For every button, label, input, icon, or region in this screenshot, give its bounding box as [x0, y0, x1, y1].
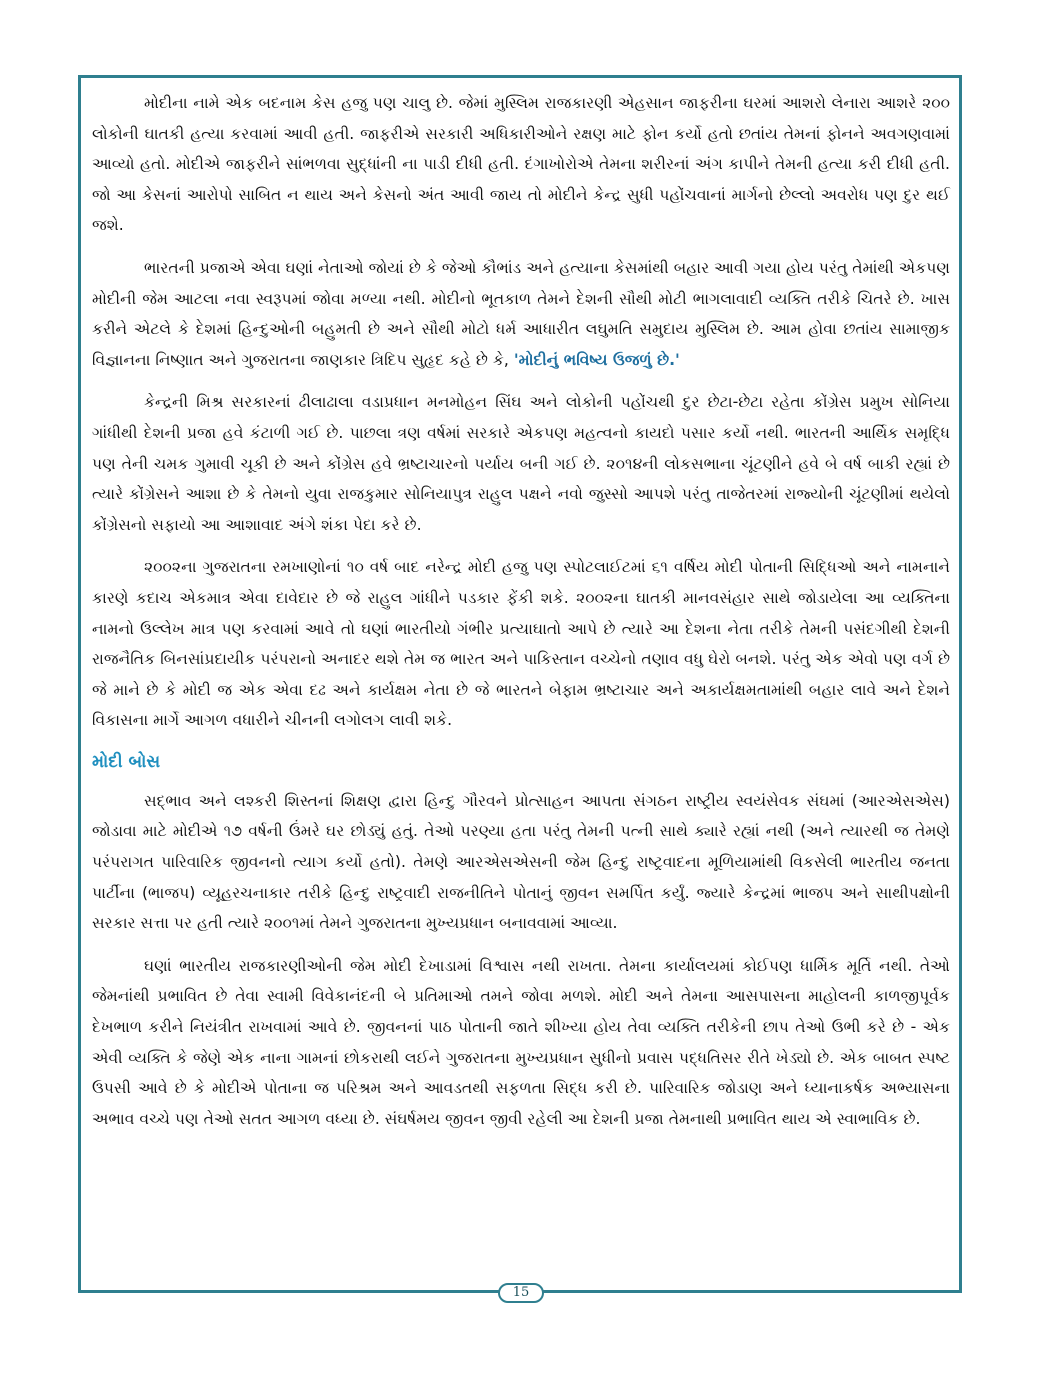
paragraph-2-text: ભારતની પ્રજાએ એવા ઘણાં નેતાઓ જોયાં છે કે જેઓ કૌભાંડ અને હત્યાના કેસમાંથી બહાર આવી ગયા હોય પરંતુ તેમાંથી એકપણ મોદીની જેમ આટલા નવા સ્વરૂપમાં જોવા મળ્યા નથી. મોદીનો ભૂતકાળ તેમને દેશની સૌથી મોટી ભાગલાવાદી વ્યક્તિ તરીકે ચિતરે છે. ખાસ કરીને એટલે કે દેશમાં હિન્દુઓની બહુમતી છે અને સૌથી મોટો ધર્મ આધારીત લઘુમતિ સમુદાય મુસ્લિમ છે. આમ હોવા છતાંય સામાજીક વિજ્ઞાનના નિષ્ણાત અને ગુજરાતના જાણકાર ત્રિદિપ સુહૃદ કહે છે કે, [92, 258, 950, 369]
paragraph-4: ૨૦૦૨ના ગુજરાતના રમખાણોનાં ૧૦ વર્ષ બાદ નરેન્દ્ર મોદી હજુ પણ સ્પોટલાઈટમાં ૬૧ વર્ષિય મોદી પોતાની સિદ્ધિઓ અને નામનાને કારણે કદાચ એકમાત્ર એવા દાવેદાર છે જે રાહુલ ગાંધીને પડકાર ફેંકી શકે. ૨૦૦૨ના ઘાતકી માનવસંહાર સાથે જોડાયેલા આ વ્યક્તિના નામનો ઉલ્લેખ માત્ર પણ કરવામાં આવે તો ઘણાં ભારતીયો ગંભીર પ્રત્યાઘાતો આપે છે ત્યારે આ દેશના નેતા તરીકે તેમની પસંદગીથી દેશની રાજનૈતિક બિનસાંપ્રદાયીક પરંપરાનો અનાદર થશે તેમ જ ભારત અને પાકિસ્તાન વચ્ચેનો તણાવ વધુ ઘેરો બનશે. પરંતુ એક એવો પણ વર્ગ છે જે માને છે કે મોદી જ એક એવા દઢ અને કાર્યક્ષમ નેતા છે જે ભારતને બેફામ ભ્રષ્ટાચાર અને અકાર્યક્ષમતામાંથી બહાર લાવે અને દેશને વિકાસના માર્ગે આગળ વધારીને ચીનની લગોલગ લાવી શકે. [92, 558, 950, 730]
paragraph-3: કેન્દ્રની મિશ્ર સરકારનાં ઢીલાઢાલા વડાપ્રધાન મનમોહન સિંઘ અને લોકોની પહોંચથી દુર છેટા-છેટા રહેતા કોંગ્રેસ પ્રમુખ સોનિયા ગાંધીથી દેશની પ્રજા હવે કંટાળી ગઈ છે. પાછલા ત્રણ વર્ષમાં સરકારે એકપણ મહત્વનો કાયદો પસાર કર્યો નથી. ભારતની આર્થિક સમૃદ્ધિ પણ તેની ચમક ગુમાવી ચૂકી છે અને કોંગ્રેસ હવે ભ્રષ્ટાચારનો પર્યાય બની ગઈ છે. ૨૦૧૪ની લોકસભાના ચૂંટણીને હવે બે વર્ષ બાકી રહ્યાં છે ત્યારે કોંગ્રેસને આશા છે કે તેમનો યુવા રાજકુમાર સોનિયાપુત્ર રાહુલ પક્ષને નવો જુસ્સો આપશે પરંતુ તાજેતરમાં રાજ્યોની ચૂંટણીમાં થયેલો કોંગ્રેસનો સફાયો આ આશાવાદ અંગે શંકા પેદા કરે છે. [92, 393, 950, 534]
page-number: 15 [498, 1283, 544, 1303]
paragraph-2 [92, 253, 950, 375]
section-heading: મોદી બોસ [92, 751, 161, 772]
quote-highlight: 'મોદીનું ભવિષ્ય ઉજળું છે.' [513, 350, 680, 369]
paragraph-6: ઘણાં ભારતીય રાજકારણીઓની જેમ મોદી દેખાડામાં વિશ્વાસ નથી રાખતા. તેમના કાર્યાલયમાં કોઈપણ ધાર્મિક મૂર્તિ નથી. તેઓ જેમનાંથી પ્રભાવિત છે તેવા સ્વામી વિવેકાનંદની બે પ્રતિમાઓ તમને જોવા મળશે. મોદી અને તેમના આસપાસના માહોલની કાળજીપૂર્વક દેખભાળ કરીને નિયંત્રીત રાખવામાં આવે છે. જીવનનાં પાઠ પોતાની જાતે શીખ્યા હોય તેવા વ્યક્તિ તરીકેની છાપ તેઓ ઉભી કરે છે - એક એવી વ્યક્તિ કે જેણે એક નાના ગામનાં છોકરાથી લઈને ગુજરાતના મુખ્યપ્રધાન સુધીનો પ્રવાસ પદ્ધતિસર રીતે ખેડ્યો છે. એક બાબત સ્પષ્ટ ઉપસી આવે છે કે મોદીએ પોતાના જ પરિશ્રમ અને આવડતથી સફળતા સિદ્ધ કરી છે. પારિવારિક જોડાણ અને ધ્યાનાકર્ષક અભ્યાસના અભાવ વચ્ચે પણ તેઓ સતત આગળ વધ્યા છે. સંઘર્ષમય જીવન જીવી રહેલી આ દેશની પ્રજા તેમનાથી પ્રભાવિત થાય એ સ્વાભાવિક છે. [92, 956, 950, 1128]
paragraph-5: સદ્ભાવ અને લશ્કરી શિસ્તનાં શિક્ષણ દ્વારા હિન્દુ ગૌરવને પ્રોત્સાહન આપતા સંગઠન રાષ્ટ્રીય સ્વયંસેવક સંઘમાં (આરએસએસ) જોડાવા માટે મોદીએ ૧૭ વર્ષની ઉંમરે ઘર છોડ્યું હતું. તેઓ પરણ્યા હતા પરંતુ તેમની પત્ની સાથે ક્યારે રહ્યાં નથી (અને ત્યારથી જ તેમણે પરંપરાગત પારિવારિક જીવનનો ત્યાગ કર્યો હતો). તેમણે આરએસએસની જેમ હિન્દુ રાષ્ટ્રવાદના મૂળિયામાંથી વિકસેલી ભારતીય જનતા પાર્ટીના (ભાજપ) વ્યૂહરચનાકાર તરીકે હિન્દુ રાષ્ટ્રવાદી રાજનીતિને પોતાનું જીવન સમર્પિત કર્યું. જ્યારે કેન્દ્રમાં ભાજપ અને સાથીપક્ષોની સરકાર સત્તા પર હતી ત્યારે ૨૦૦૧માં તેમને ગુજરાતના મુખ્યપ્રધાન બનાવવામાં આવ્યા. [92, 791, 950, 933]
page-content [92, 88, 950, 1146]
paragraph-1: મોદીના નામે એક બદનામ કેસ હજુ પણ ચાલુ છે. જેમાં મુસ્લિમ રાજકારણી એહસાન જાફરીના ઘરમાં આશરો લેનારા આશરે ૨૦૦ લોકોની ઘાતકી હત્યા કરવામાં આવી હતી. જાફરીએ સરકારી અધિકારીઓને રક્ષણ માટે ફોન કર્યો હતો છતાંય તેમનાં ફોનને અવગણવામાં આવ્યો હતો. મોદીએ જાફરીને સાંભળવા સુદ્ધાંની ના પાડી દીધી હતી. દંગાખોરોએ તેમના શરીરનાં અંગ કાપીને તેમની હત્યા કરી દીધી હતી. જો આ કેસનાં આરોપો સાબિત ન થાય અને કેસનો અંત આવી જાય તો મોદીને કેન્દ્ર સુધી પહોંચવાનાં માર્ગનો છેલ્લો અવરોધ પણ દુર થઈ જશે. [92, 94, 950, 235]
